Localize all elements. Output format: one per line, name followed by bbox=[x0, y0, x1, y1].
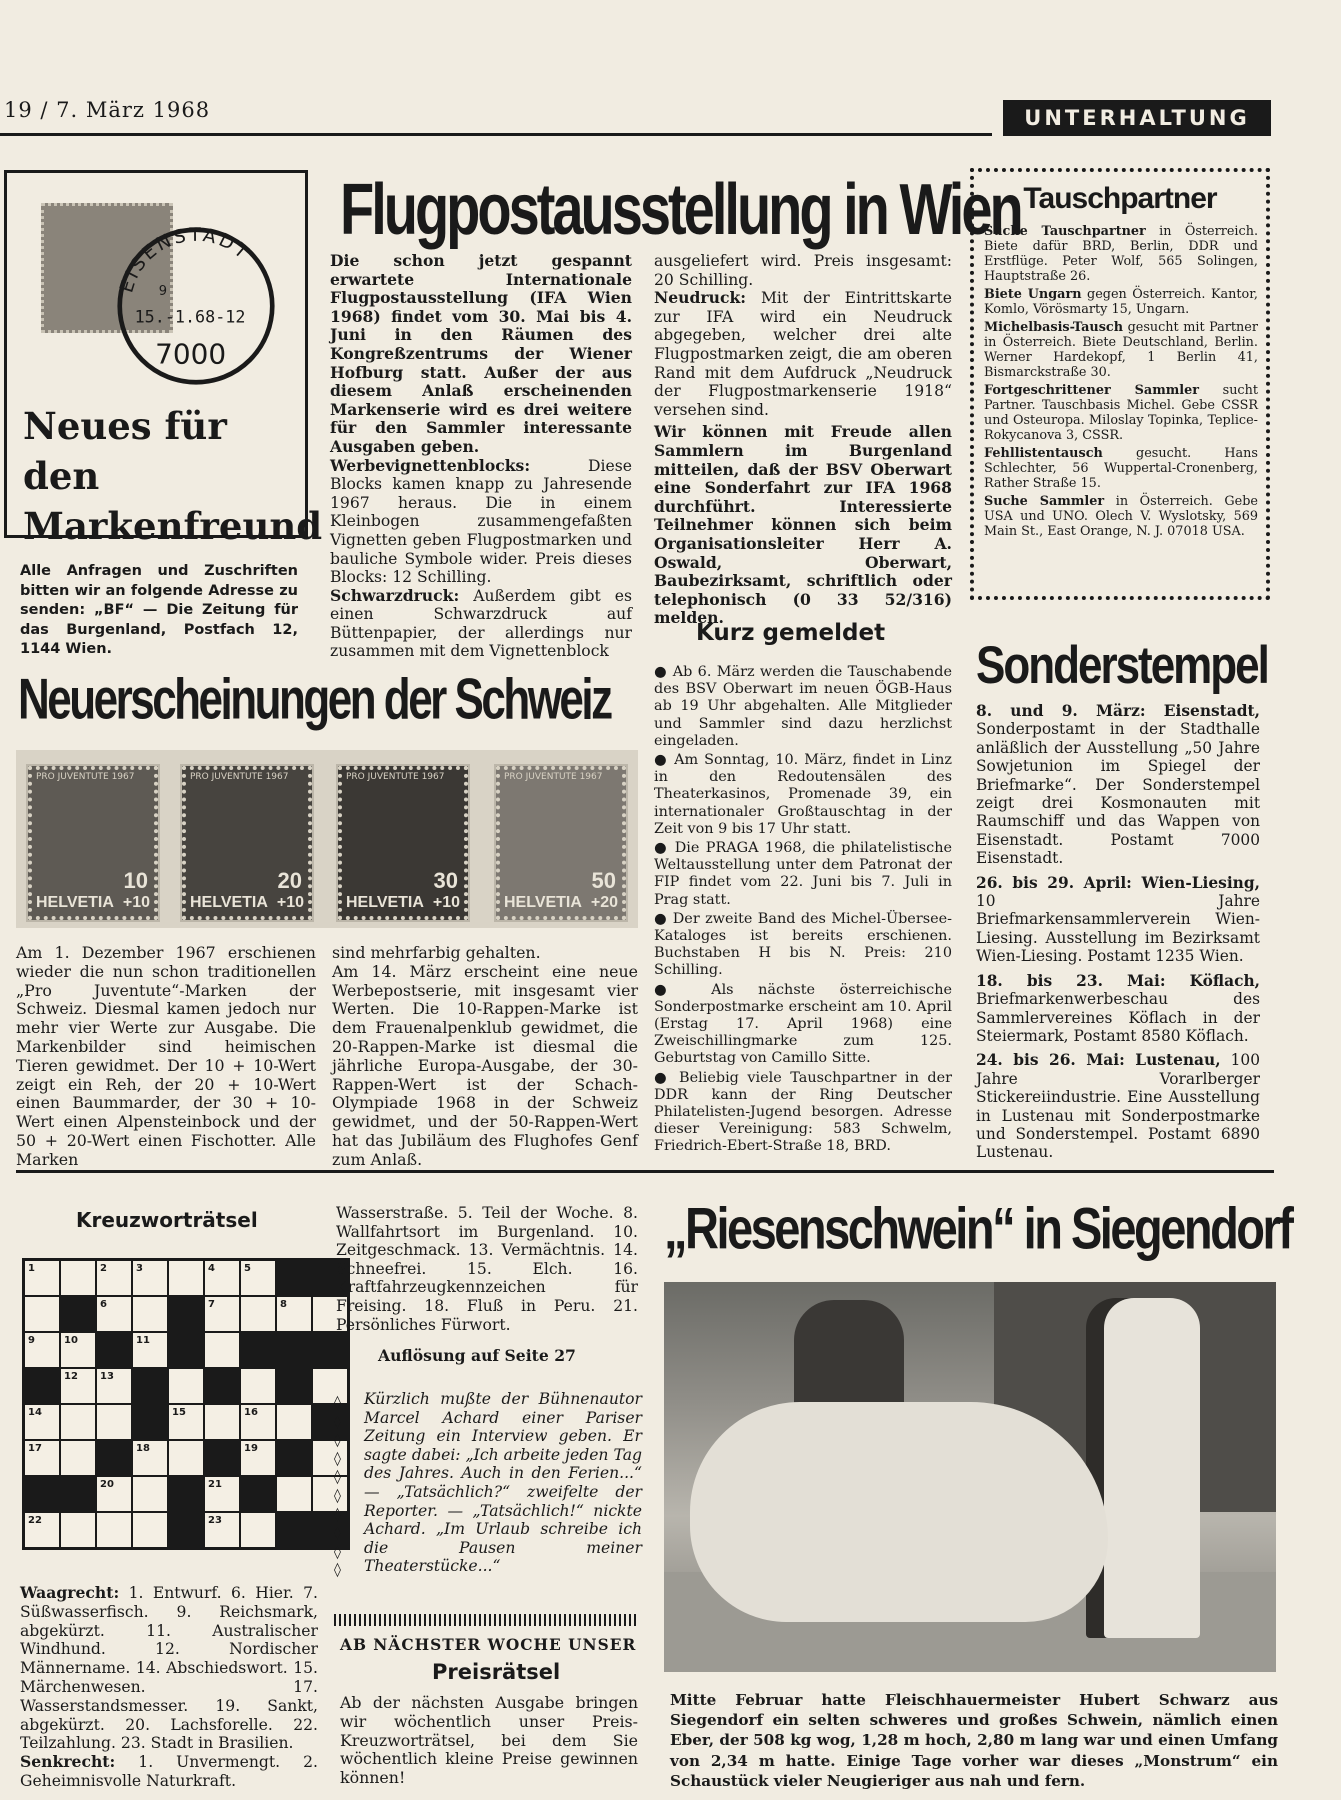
kurz-item: ● Beliebig viele Tauschpartner in der DDR kann der Ring Deutscher Philatelisten-Jugend besorgen. Adresse dieser Vereinigung: 583 Schwelm, Friedrich-Ebert-Straße 18, BRD. bbox=[654, 1069, 952, 1155]
photo-pig bbox=[690, 1402, 1108, 1622]
crossword-cell[interactable] bbox=[60, 1440, 96, 1476]
crossword-number: 4 bbox=[208, 1263, 215, 1274]
marken-title bbox=[23, 401, 323, 551]
crossword-number: 12 bbox=[64, 1371, 78, 1382]
crossword-cell[interactable] bbox=[132, 1296, 168, 1332]
crossword-number: 1 bbox=[28, 1263, 35, 1274]
crossword-grid[interactable] bbox=[22, 1258, 350, 1550]
crossword-cell[interactable] bbox=[240, 1368, 276, 1404]
postmark bbox=[103, 213, 289, 399]
crossword-cell bbox=[60, 1296, 96, 1332]
crossword-cell[interactable] bbox=[240, 1296, 276, 1332]
crossword-cell[interactable] bbox=[96, 1512, 132, 1548]
crossword-cell[interactable] bbox=[96, 1296, 132, 1332]
stamp-reh bbox=[28, 766, 158, 920]
flugpost-lead: Neudruck: bbox=[654, 288, 747, 308]
crossword-cell bbox=[276, 1260, 312, 1296]
kurz-list bbox=[654, 664, 952, 1156]
kurz-item: ● Die PRAGA 1968, die philatelistische Weltausstellung unter dem Patronat der FIP findet vom 22. Juni bis 7. Juli in Prag statt. bbox=[654, 840, 952, 908]
section-rule bbox=[16, 1170, 1274, 1173]
kurz-item-text: Beliebig viele Tauschpartner in der DDR kann der Ring Deutscher Philatelisten-Jugend besorgen. Adresse dieser Vereinigung: 583 Schwelm, Friedrich-Ebert-Straße 18, BRD. bbox=[654, 1069, 952, 1155]
tausch-text: gegen Österreich. Kantor, Komlo, Vörösmarty 15, Ungarn. bbox=[984, 287, 1258, 317]
crossword-cell[interactable] bbox=[132, 1260, 168, 1296]
sonder-text: 10 Jahre Briefmarkensammlerverein Wien-Liesing. Ausstellung im Bezirksamt Wien-Liesing. Postamt 1235 Wien. bbox=[976, 892, 1260, 966]
crossword-cell[interactable] bbox=[60, 1260, 96, 1296]
kurz-item: ● Als nächste österreichische Sonderpostmarke erscheint am 10. April (Erstag 17. April 1968) eine Zweischillingmarke zum 125. Geburtstag von Camillo Sitte. bbox=[654, 981, 952, 1067]
tausch-entry bbox=[984, 287, 1258, 317]
crossword-cell[interactable] bbox=[96, 1476, 132, 1512]
tausch-text: in Österreich. Biete dafür BRD, Berlin, DDR und Erstflüge. Peter Wolf, 565 Solingen, Hauptstraße 26. bbox=[984, 224, 1259, 284]
crossword-cell[interactable] bbox=[240, 1440, 276, 1476]
stamp-country: HELVETIA bbox=[346, 894, 424, 911]
dotted-separator bbox=[334, 1614, 638, 1626]
crossword-cell[interactable] bbox=[204, 1296, 240, 1332]
kurz-item-text: Am Sonntag, 10. März, findet in Linz in den Redoutensälen des Theaterkasinos, Promenade 39, ein internationaler Großtauschtag in der Zeit von 9 bis 17 Uhr statt. bbox=[654, 752, 953, 837]
crossword-cell bbox=[276, 1512, 312, 1548]
senkrecht-text: 1. Unvermengt. 2. Geheimnisvolle Naturkraft. bbox=[20, 1753, 318, 1790]
kreuzwort-title: Kreuzworträtsel bbox=[76, 1208, 258, 1232]
tausch-text: in Österreich. Gebe USA und UNO. Olech V. Wyslotsky, 569 Main St., East Orange, N. J. 07018 USA. bbox=[984, 494, 1258, 539]
kurz-item: ● Der zweite Band des Michel-Übersee-Kataloges ist bereits erschienen. Buchstaben H bis N. Preis: 210 Schilling. bbox=[654, 910, 952, 979]
senkrecht-lead: Senkrecht: bbox=[20, 1752, 116, 1772]
waagrecht-text: 1. Entwurf. 6. Hier. 7. Süßwasserfisch. 9. Reichsmark, abgekürzt. 11. Australischer Windhund. 12. Nordischer Männername. 14. Abschiedswort. 15. Märchenwesen. 17. Wasserstandsmesser. 19. Sankt, abgekürzt. 20. Lachsforelle. 22. Teilzahlung. 23. Stadt in Brasilien. bbox=[20, 1584, 318, 1753]
stamp-value: 30 bbox=[433, 868, 458, 893]
stamp-steinbock bbox=[338, 766, 468, 920]
marken-notice: Alle Anfragen und Zuschriften bitten wir an folgende Adresse zu senden: „BF“ — Die Zeitung für das Burgenland, Postfach 12, 1144 Wien. bbox=[20, 563, 298, 657]
stamp-country: HELVETIA bbox=[504, 894, 582, 911]
crossword-cell[interactable] bbox=[60, 1332, 96, 1368]
anekdote-text: Kürzlich mußte der Bühnenautor Marcel Achard einer Pariser Zeitung ein Interview geben. Er sagte dabei: „Ich arbeite jeden Tag des Jahres. Auch in den Ferien...“ — „Tatsächlich?“ zweifelte der Reporter. — „Tatsächlich!“ nickte Achard. „Im Urlaub schreibe ich die Pausen meiner Theaterstücke...“ bbox=[364, 1390, 642, 1576]
kurz-item: ● Am Sonntag, 10. März, findet in Linz in den Redoutensälen des Theaterkasinos, Promenade 39, ein internationaler Großtauschtag in der Zeit von 9 bis 17 Uhr statt. bbox=[654, 752, 953, 837]
crossword-cell[interactable] bbox=[276, 1476, 312, 1512]
tauschpartner-title: Tauschpartner bbox=[1023, 182, 1217, 215]
crossword-cell bbox=[204, 1368, 240, 1404]
crossword-number: 18 bbox=[136, 1443, 150, 1454]
crossword-cell[interactable] bbox=[204, 1512, 240, 1548]
crossword-number: 14 bbox=[28, 1407, 42, 1418]
crossword-number: 16 bbox=[244, 1407, 258, 1418]
crossword-number: 7 bbox=[208, 1299, 215, 1310]
crossword-cell bbox=[276, 1440, 312, 1476]
crossword-cell[interactable] bbox=[60, 1368, 96, 1404]
flugpost-paragraph bbox=[330, 457, 632, 587]
crossword-number: 15 bbox=[172, 1407, 186, 1418]
crossword-number: 13 bbox=[100, 1371, 114, 1382]
crossword-cell bbox=[168, 1512, 204, 1548]
crossword-cell[interactable] bbox=[240, 1260, 276, 1296]
crossword-cell bbox=[312, 1332, 348, 1368]
stamp-year: PRO JUVENTUTE 1967 bbox=[346, 772, 445, 782]
waagrecht-clues bbox=[20, 1584, 318, 1753]
flugpost-paragraph bbox=[330, 587, 632, 661]
sonder-text: Briefmarkenwerbeschau des Sammlervereines Köflach in der Steiermark, Postamt 8580 Köflach. bbox=[976, 990, 1260, 1045]
crossword-cell[interactable] bbox=[96, 1368, 132, 1404]
crossword-cell[interactable] bbox=[60, 1512, 96, 1548]
senkrecht-clues bbox=[20, 1753, 318, 1791]
tausch-text: sucht Partner. Tauschbasis Michel. Gebe CSSR und Osteuropa. Miloslay Topinka, Teplice-Rokycanova 3, CSSR. bbox=[984, 383, 1258, 443]
crossword-cell bbox=[204, 1440, 240, 1476]
sonder-item bbox=[976, 1051, 1260, 1161]
schwein-photo bbox=[664, 1282, 1276, 1672]
postmark-date: 15.-1.68-12 bbox=[134, 306, 246, 327]
crossword-number: 5 bbox=[244, 1263, 251, 1274]
crossword-cell bbox=[168, 1332, 204, 1368]
crossword-cell[interactable] bbox=[24, 1512, 60, 1548]
crossword-number: 21 bbox=[208, 1479, 222, 1490]
schweiz-headline: Neuerscheinungen der Schweiz bbox=[18, 668, 611, 732]
crossword-cell bbox=[240, 1332, 276, 1368]
crossword-cell bbox=[168, 1296, 204, 1332]
crossword-number: 9 bbox=[28, 1335, 35, 1346]
flugpost-announcement: Wir können mit Freude allen Sammlern im Burgenland mitteilen, daß der BSV Oberwart eine Sonderfahrt zur IFA 1968 durchführt. Interessierte Teilnehmer können sich beim Organisationsleiter Herr A. Oswald, Oberwart, Baubezirksamt, schriftlich oder telephonisch (0 33 52/316) melden. bbox=[654, 422, 952, 628]
schweiz-col2: sind mehrfarbig gehalten. Am 14. März erscheint eine neue Werbepostserie, mit insgesamt vier Werten. Die 10-Rappen-Marke ist dem Frauenalpenklub gewidmet, die 20-Rappen-Marke ist diesmal die jährliche Europa-Ausgabe, der 30-Rappen-Wert ist der Schach-Olympiade 1968 in der Schweiz gewidmet, und der 50-Rappen-Wert hat das Jubiläum des Flughofes Genf zum Anlaß. bbox=[332, 943, 638, 1169]
preis-kicker: AB NÄCHSTER WOCHE UNSER bbox=[340, 1636, 637, 1654]
crossword-cell[interactable] bbox=[60, 1404, 96, 1440]
sonder-item bbox=[976, 702, 1260, 868]
stamp-year: PRO JUVENTUTE 1967 bbox=[36, 772, 135, 782]
sonder-lead: 24. bis 26. Mai: Lustenau, bbox=[976, 1051, 1221, 1070]
header-rule bbox=[0, 133, 992, 136]
crossword-cell[interactable] bbox=[96, 1404, 132, 1440]
flugpost-body: Außerdem gibt es einen Schwarzdruck auf Büttenpapier, der allerdings nur zusammen mit dem Vignettenblock bbox=[330, 586, 632, 661]
stamp-fischotter bbox=[496, 766, 626, 920]
crossword-cell bbox=[276, 1368, 312, 1404]
stamp-surcharge: +10 bbox=[276, 894, 304, 911]
stamp-value: 10 bbox=[123, 868, 148, 893]
stamp-label bbox=[190, 894, 304, 912]
flugpost-body: Diese Blocks kamen knapp zu Jahresende 1967 heraus. Die in einem Kleinbogen zusammengefaßten Vignetten geben Flugpostmarken und bauliche Symbole wider. Preis dieses Blocks: 12 Schilling. bbox=[330, 456, 632, 587]
crossword-cell[interactable] bbox=[168, 1440, 204, 1476]
flugpost-lead: Schwarzdruck: bbox=[330, 585, 460, 605]
crossword-cell[interactable] bbox=[132, 1476, 168, 1512]
crossword-cell[interactable] bbox=[276, 1404, 312, 1440]
crossword-cell[interactable] bbox=[132, 1332, 168, 1368]
crossword-cell bbox=[132, 1368, 168, 1404]
tausch-text: gesucht mit Partner in Österreich. Biete Deutschland, Berlin. Werner Hardekopf, 1 Berlin 41, Bismarckstraße 30. bbox=[984, 320, 1258, 380]
kreuzwort-clues bbox=[20, 1584, 318, 1791]
sonder-text: 100 Jahre Vorarlberger Stickereiindustrie. Eine Ausstellung in Lustenau mit Sonderpostmarke und Sonderstempel. Postamt 6890 Lustenau. bbox=[976, 1051, 1260, 1162]
crossword-number: 20 bbox=[100, 1479, 114, 1490]
crossword-cell[interactable] bbox=[24, 1332, 60, 1368]
sonder-lead: 18. bis 23. Mai: Köflach, bbox=[976, 971, 1260, 990]
crossword-number: 19 bbox=[244, 1443, 258, 1454]
crossword-cell[interactable] bbox=[276, 1296, 312, 1332]
crossword-cell[interactable] bbox=[168, 1404, 204, 1440]
sonderstempel-headline: Sonderstempel bbox=[976, 636, 1268, 695]
stamp-label bbox=[36, 894, 150, 912]
sonderstempel-list bbox=[976, 702, 1260, 1162]
crossword-cell bbox=[132, 1404, 168, 1440]
tausch-entry bbox=[984, 446, 1258, 491]
crossword-cell[interactable] bbox=[168, 1260, 204, 1296]
crossword-cell[interactable] bbox=[132, 1440, 168, 1476]
crossword-cell bbox=[60, 1476, 96, 1512]
waagrecht-lead: Waagrecht: bbox=[20, 1583, 120, 1602]
tausch-lead: Fortgeschrittener Sammler bbox=[984, 383, 1200, 398]
crossword-cell bbox=[240, 1476, 276, 1512]
section-label: UNTERHALTUNG bbox=[1003, 100, 1271, 136]
stamp-country: HELVETIA bbox=[36, 894, 114, 911]
crossword-cell[interactable] bbox=[240, 1404, 276, 1440]
marken-title-line1: Neues für den bbox=[23, 404, 227, 498]
crossword-cell[interactable] bbox=[24, 1296, 60, 1332]
crossword-cell[interactable] bbox=[24, 1260, 60, 1296]
crossword-number: 8 bbox=[280, 1299, 287, 1310]
tausch-lead: Michelbasis-Tausch bbox=[984, 320, 1124, 335]
crossword-cell[interactable] bbox=[240, 1512, 276, 1548]
marken-box bbox=[4, 170, 323, 548]
kurz-item-text: Ab 6. März werden die Tauschabende des BSV Oberwart im neuen ÖGB-Haus ab 19 Uhr abgehalten. Alle Mitglieder und Sammler sind dazu herzlichst eingeladen. bbox=[654, 664, 952, 749]
flugpost-intro: Die schon jetzt gespannt erwartete Internationale Flugpostausstellung (IFA Wien 1968) findet vom 30. Mai bis 4. Juni in den Räumen des Kongreßzentrums der Wiener Hofburg statt. Außer der aus diesem Anlaß erscheinenden Markenserie wird es drei weitere für den Sammler interessante Ausgaben geben. bbox=[330, 251, 632, 456]
tausch-entry bbox=[984, 320, 1258, 380]
schweiz-stamps bbox=[16, 750, 638, 928]
crossword-number: 11 bbox=[136, 1335, 150, 1346]
crossword-cell[interactable] bbox=[204, 1476, 240, 1512]
crossword-cell[interactable] bbox=[204, 1332, 240, 1368]
preis-title: Preisrätsel bbox=[432, 1660, 561, 1684]
crossword-number: 17 bbox=[28, 1443, 42, 1454]
stamp-label bbox=[346, 894, 460, 912]
tausch-lead: Suche Tauschpartner bbox=[984, 224, 1146, 239]
tauschpartner-list bbox=[984, 224, 1258, 539]
tausch-text: gesucht. Hans Schlechter, 56 Wuppertal-Cronenberg, Rather Straße 15. bbox=[984, 446, 1258, 491]
flugpost-col2 bbox=[654, 252, 952, 628]
flugpost-body: Mit der Eintrittskarte zur IFA wird ein Neudruck abgegeben, welcher drei alte Flugpostmarken zeigt, die am oberen Rand mit dem Aufdruck „Neudruck der Flugpostmarkenserie 1918“ versehen sind. bbox=[654, 289, 952, 419]
sonder-item bbox=[976, 972, 1260, 1046]
stamp-value: 20 bbox=[277, 868, 302, 893]
postmark-postcode: 7000 bbox=[155, 337, 227, 371]
crossword-cell[interactable] bbox=[204, 1260, 240, 1296]
tausch-entry bbox=[984, 224, 1258, 284]
sonder-lead: 26. bis 29. April: Wien-Liesing, bbox=[976, 873, 1260, 892]
stamp-year: PRO JUVENTUTE 1967 bbox=[190, 772, 289, 782]
flugpost-headline: Flugpostausstellung in Wien bbox=[340, 167, 1021, 250]
crossword-cell[interactable] bbox=[96, 1260, 132, 1296]
sonder-item bbox=[976, 874, 1260, 966]
kurz-item-text: Als nächste österreichische Sonderpostmarke erscheint am 10. April (Erstag 17. April 1968) eine Zweischillingmarke zum 125. Geburtstag von Camillo Sitte. bbox=[654, 981, 952, 1067]
stamp-marder bbox=[182, 766, 312, 920]
crossword-cell bbox=[96, 1332, 132, 1368]
crossword-number: 2 bbox=[100, 1263, 107, 1274]
schwein-caption: Mitte Februar hatte Fleischhauermeister Hubert Schwarz aus Siegendorf ein selten schweres und großes Schwein, nämlich einen Eber, der 508 kg wog, 1,28 m hoch, 2,80 m lang war und einen Umfang von 2,34 m hatte. Einige Tage vorher war dieses „Monstrum“ ein Schaustück vieler Neugieriger aus nah und fern. bbox=[670, 1691, 1278, 1790]
stamp-surcharge: +10 bbox=[432, 894, 460, 911]
crossword-cell[interactable] bbox=[168, 1368, 204, 1404]
sonder-text: Sonderpostamt in der Stadthalle anläßlich der Ausstellung „50 Jahre Sowjetunion im Spiegel der Briefmarke“. Der Sonderstempel zeigt drei Kosmonauten mit Raumschiff und das Wappen von Eisenstadt. Postamt 7000 Eisenstadt. bbox=[976, 720, 1260, 868]
crossword-number: 10 bbox=[64, 1335, 78, 1346]
marken-title-line2: Markenfreund bbox=[23, 504, 323, 548]
flugpost-body: ausgeliefert wird. Preis insgesamt: 20 Schilling. bbox=[654, 252, 952, 289]
crossword-number: 22 bbox=[28, 1515, 42, 1526]
stamp-surcharge: +20 bbox=[590, 894, 618, 911]
crossword-number: 6 bbox=[100, 1299, 107, 1310]
tausch-entry bbox=[984, 383, 1258, 443]
tausch-entry bbox=[984, 494, 1258, 539]
kreuzwort-solution: Auflösung auf Seite 27 bbox=[378, 1346, 576, 1365]
postmark-city: EISENSTADT bbox=[116, 224, 254, 296]
postmark-line1: 9 bbox=[158, 283, 168, 299]
stamp-surcharge: +10 bbox=[122, 894, 150, 911]
crossword-cell bbox=[96, 1440, 132, 1476]
tauschpartner-box bbox=[970, 168, 1270, 600]
stamp-value: 50 bbox=[591, 868, 616, 893]
kurz-item: ● Ab 6. März werden die Tauschabende des BSV Oberwart im neuen ÖGB-Haus ab 19 Uhr abgehalten. Alle Mitglieder und Sammler sind dazu herzlichst eingeladen. bbox=[654, 664, 952, 749]
crossword-number: 3 bbox=[136, 1263, 143, 1274]
flugpost-paragraph bbox=[654, 289, 952, 419]
stamp-country: HELVETIA bbox=[190, 894, 268, 911]
crossword-cell bbox=[276, 1332, 312, 1368]
tausch-lead: Fehllistentausch bbox=[984, 446, 1103, 461]
page-info: 19 / 7. März 1968 bbox=[4, 98, 211, 122]
crossword-cell bbox=[168, 1476, 204, 1512]
crossword-cell bbox=[24, 1368, 60, 1404]
crossword-cell[interactable] bbox=[204, 1404, 240, 1440]
crossword-number: 23 bbox=[208, 1515, 222, 1526]
anekdote-diamonds: ◊ ◊ ◊ ◊ ◊ ◊ ◊ ◊ ◊ ◊ bbox=[334, 1395, 341, 1579]
flugpost-lead: Werbevignettenblocks: bbox=[330, 455, 531, 475]
kurz-item-text: Die PRAGA 1968, die philatelistische Weltausstellung unter dem Patronat der FIP findet vom 22. Juni bis 7. Juli in Prag statt. bbox=[654, 840, 952, 908]
kurz-headline: Kurz gemeldet bbox=[696, 620, 886, 646]
stamp-year: PRO JUVENTUTE 1967 bbox=[504, 772, 603, 782]
sonder-lead: 8. und 9. März: Eisenstadt, bbox=[976, 702, 1260, 720]
schweiz-col1: Am 1. Dezember 1967 erschienen wieder die nun schon traditionellen „Pro Juventute“-Marken der Schweiz. Diesmal kamen jedoch nur mehr vier Werte zur Ausgabe. Die Markenbilder sind heimischen Tieren gewidmet. Der 10 + 10-Wert zeigt ein Reh, der 20 + 10-Wert einen Baummarder, der 30 + 10-Wert einen Alpensteinbock und der 50 + 20-Wert einen Fischotter. Alle Marken bbox=[16, 943, 316, 1169]
tausch-lead: Suche Sammler bbox=[984, 494, 1105, 509]
stamp-label bbox=[504, 894, 618, 912]
schwein-headline: „Riesenschwein“ in Siegendorf bbox=[664, 1194, 1292, 1261]
crossword-cell[interactable] bbox=[132, 1512, 168, 1548]
flugpost-col1 bbox=[330, 252, 632, 661]
tausch-lead: Biete Ungarn bbox=[984, 287, 1082, 302]
crossword-cell[interactable] bbox=[24, 1440, 60, 1476]
crossword-cell[interactable] bbox=[24, 1404, 60, 1440]
preis-text: Ab der nächsten Ausgabe bringen wir wöchentlich unser Preis-Kreuzworträtsel, bei dem Sie wöchentlich kleine Preise gewinnen können! bbox=[340, 1693, 638, 1788]
photo-butcher-right bbox=[1104, 1298, 1200, 1638]
kreuzwort-clues-col2: Wasserstraße. 5. Teil der Woche. 8. Wallfahrtsort im Burgenland. 10. Zeitgeschmack. 13. Vermächtnis. 14. Schneefrei. 15. Elch. 16. Kraftfahrzeugkennzeichen für Freising. 18. Fluß in Peru. 21. Persönliches Fürwort. bbox=[336, 1204, 638, 1334]
kurz-item-text: Der zweite Band des Michel-Übersee-Kataloges ist bereits erschienen. Buchstaben H bis N. Preis: 210 Schilling. bbox=[654, 910, 952, 979]
crossword-cell bbox=[24, 1476, 60, 1512]
